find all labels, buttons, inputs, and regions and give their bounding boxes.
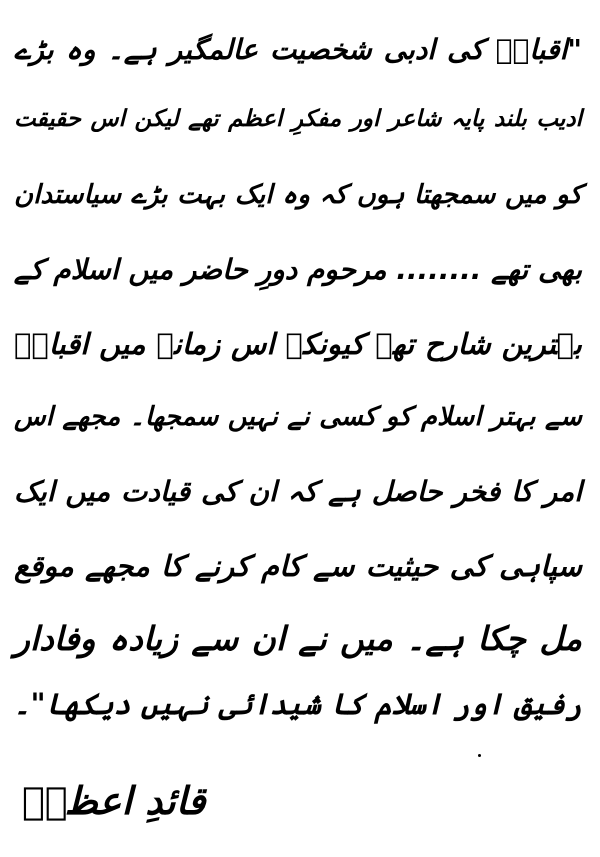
quote-line-10: رفیق اور اسلام کا شیدائی نہیں دیکھا"۔: [13, 687, 582, 721]
quote-line-8: سپاہی کی حیثیت سے کام کرنے کا مجھے موقع: [14, 549, 582, 583]
quote-line-4: بھی تھے ........ مرحوم دورِ حاضر میں اسلام کے: [13, 253, 582, 286]
quote-line-6: سے بہتر اسلام کو کسی نے نہیں سمجھا۔ مجھے اس: [14, 402, 582, 432]
quote-line-9: مل چکا ہے۔ میں نے ان سے زیادہ وفادار: [14, 619, 582, 658]
quote-line-1: "اقبالؒ کی ادبی شخصیت عالمگیر ہے۔ وہ بڑے: [14, 33, 582, 66]
quote-line-2: ادیب بلند پایہ شاعر اور مفکرِ اعظم تھے لیکن اس حقیقت: [14, 106, 582, 132]
quote-line-5: بہترین شارح تھے کیونکہ اس زمانے میں اقبالؒ: [14, 327, 582, 361]
stray-dot: [478, 754, 481, 757]
quote-line-3: کو میں سمجھتا ہوں کہ وہ ایک بہت بڑے سیاستدان: [14, 180, 582, 210]
quote-line-7: امر کا فخر حاصل ہے کہ ان کی قیادت میں ایک: [14, 475, 582, 508]
signature: قائدِ اعظمؒ: [22, 778, 206, 823]
